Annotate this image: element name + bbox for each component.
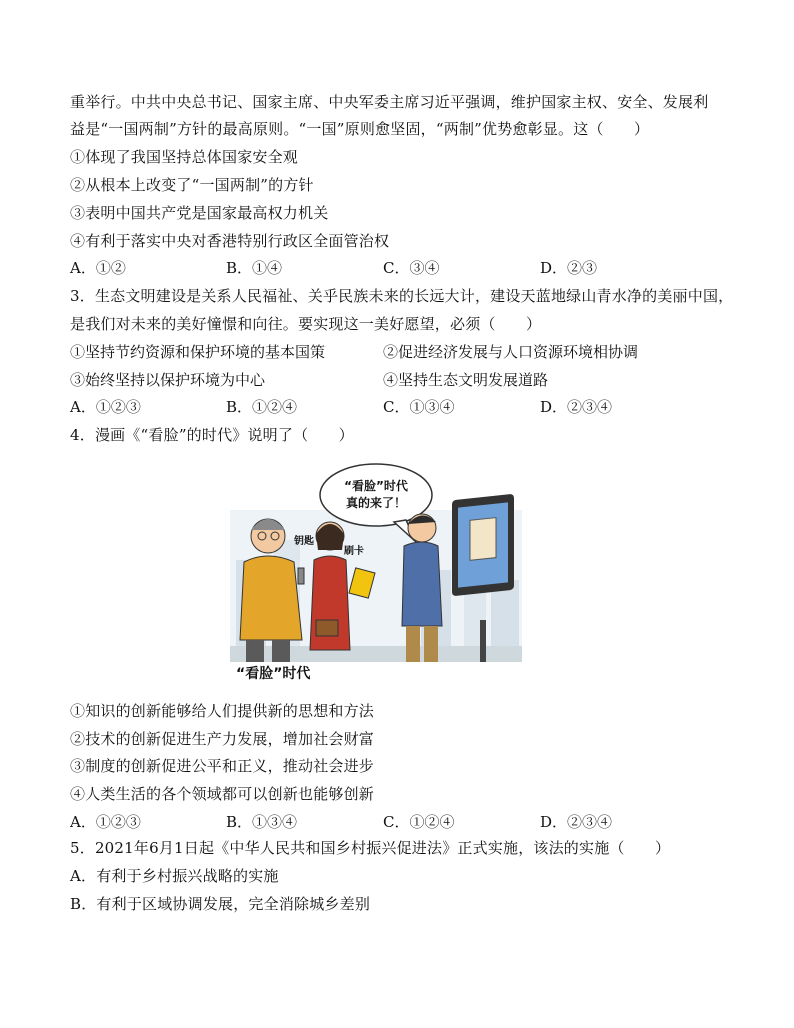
q4-option-a[interactable]: A．①②③ bbox=[70, 813, 141, 831]
q2-option-a[interactable]: A．①② bbox=[70, 259, 126, 277]
q2-stem-line2: 益是“一国两制”方针的最高原则。“一国”原则愈坚固，“两制”优势愈彰显。这（ ） bbox=[70, 120, 650, 138]
q3-stem-line1: 3．生态文明建设是关系人民福祉、关乎民族未来的长远大计，建设天蓝地绿山青水净的美丽中国， bbox=[70, 287, 734, 305]
q3-stem-line2: 是我们对未来的美好憧憬和向往。要实现这一美好愿望，必须（ ） bbox=[70, 315, 542, 333]
q2-option-b[interactable]: B．①④ bbox=[226, 259, 283, 277]
q3-item-1: ①坚持节约资源和保护环境的基本国策 bbox=[70, 343, 326, 361]
q3-item-2: ②促进经济发展与人口资源环境相协调 bbox=[383, 343, 639, 361]
q3-option-a[interactable]: A．①②③ bbox=[70, 398, 141, 416]
q5-option-a[interactable]: A．有利于乡村振兴战略的实施 bbox=[70, 867, 279, 885]
q4-stem: 4．漫画《“看脸”的时代》说明了（ ） bbox=[70, 426, 354, 444]
q5-stem: 5．2021年6月1日起《中华人民共和国乡村振兴促进法》正式实施，该法的实施（ ） bbox=[70, 839, 671, 857]
q2-item-2: ②从根本上改变了“一国两制”的方针 bbox=[70, 176, 314, 194]
cartoon-illustration bbox=[226, 450, 526, 690]
q4-item-4: ④人类生活的各个领域都可以创新也能够创新 bbox=[70, 785, 375, 803]
bubble-text-line1: “看脸”时代 bbox=[344, 479, 408, 493]
q2-item-1: ①体现了我国坚持总体国家安全观 bbox=[70, 148, 299, 166]
q4-item-3: ③制度的创新促进公平和正义，推动社会进步 bbox=[70, 757, 375, 775]
bubble-text-line2: 真的来了！ bbox=[345, 496, 407, 510]
q3-option-d[interactable]: D．②③④ bbox=[540, 398, 613, 416]
q4-option-c[interactable]: C．①②④ bbox=[383, 813, 455, 831]
q3-option-c[interactable]: C．①③④ bbox=[383, 398, 455, 416]
key-label: 钥匙 bbox=[294, 536, 314, 547]
q4-item-2: ②技术的创新促进生产力发展，增加社会财富 bbox=[70, 730, 375, 748]
q3-item-4: ④坚持生态文明发展道路 bbox=[383, 371, 549, 389]
q2-item-3: ③表明中国共产党是国家最高权力机关 bbox=[70, 204, 329, 222]
q4-item-1: ①知识的创新能够给人们提供新的思想和方法 bbox=[70, 702, 375, 720]
q5-option-b[interactable]: B．有利于区域协调发展，完全消除城乡差别 bbox=[70, 895, 371, 913]
q2-option-c[interactable]: C．③④ bbox=[383, 259, 440, 277]
card-label: 刷卡 bbox=[344, 546, 364, 557]
q4-option-b[interactable]: B．①③④ bbox=[226, 813, 298, 831]
q2-option-d[interactable]: D．②③ bbox=[540, 259, 598, 277]
q3-option-b[interactable]: B．①②④ bbox=[226, 398, 298, 416]
q2-stem-line1: 重举行。中共中央总书记、国家主席、中央军委主席习近平强调，维护国家主权、安全、发展利 bbox=[70, 93, 709, 111]
q4-option-d[interactable]: D．②③④ bbox=[540, 813, 613, 831]
cartoon-caption: “看脸”时代 bbox=[236, 666, 311, 682]
cartoon-figure bbox=[226, 450, 526, 690]
q2-item-4: ④有利于落实中央对香港特别行政区全面管治权 bbox=[70, 232, 390, 250]
q3-item-3: ③始终坚持以保护环境为中心 bbox=[70, 371, 266, 389]
